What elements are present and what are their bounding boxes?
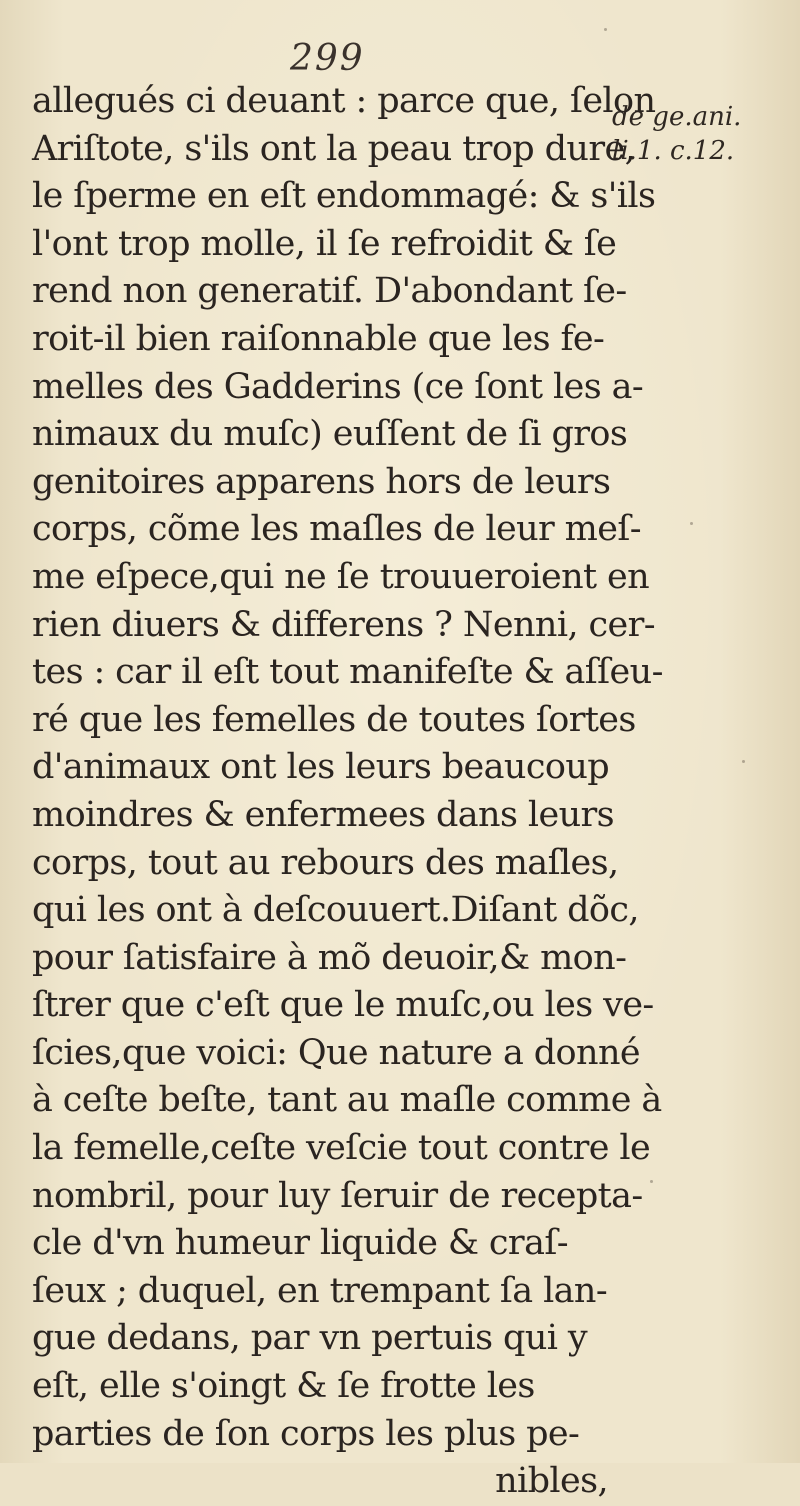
page-number: 299 [290,38,365,79]
text-line: ſeux ; duquel, en trempant ſa lan- [32,1270,608,1311]
text-line: corps, cõme les maſles de leur meſ- [32,509,641,550]
text-line: me eſpece,qui ne ſe trouueroient en [32,556,650,597]
catchword: nibles, [495,1461,608,1502]
text-line: la femelle,ceſte veſcie tout contre le [32,1128,651,1169]
text-line: genitoires apparens hors de leurs [32,461,611,502]
text-line: ſtrer que c'eſt que le muſc,ou les ve- [32,985,654,1026]
text-line: nimaux du muſc) euſſent de ſi gros [32,414,628,455]
text-line: le ſperme en eſt endommagé: & s'ils [32,176,656,217]
text-line: corps, tout au rebours des maſles, [32,842,619,883]
text-line: ré que les femelles de toutes ſortes [32,699,636,740]
text-line: eſt, elle s'oingt & ſe frotte les [32,1366,535,1407]
marginal-note-line: de ge.ani. [612,102,742,132]
text-line: qui les ont à deſcouuert.Diſant dõc, [32,890,639,931]
text-line: Ariſtote, s'ils ont la peau trop dure, [32,128,636,169]
paper-speck [650,1180,653,1183]
marginal-note-line: li.1. c.12. [612,136,735,166]
text-line: gue dedans, par vn pertuis qui y [32,1318,588,1359]
text-line: tes : car il eſt tout manifeſte & aſſeu- [32,652,663,693]
text-line: l'ont trop molle, il ſe refroidit & ſe [32,223,617,264]
text-line: rend non generatif. D'abondant ſe- [32,271,627,312]
text-line: à ceſte beſte, tant au maſle comme à [32,1080,662,1121]
text-line: ſcies,que voici: Que nature a donné [32,1032,641,1073]
paper-speck [604,28,607,31]
text-line: parties de ſon corps les plus pe- [32,1413,580,1454]
text-line: d'animaux ont les leurs beaucoup [32,747,610,788]
text-line: nombril, pour luy ſeruir de recepta- [32,1175,643,1216]
text-line: cle d'vn humeur liquide & craſ- [32,1223,568,1264]
text-line: pour ſatisfaire à mõ deuoir,& mon- [32,937,627,978]
text-line: moindres & enfermees dans leurs [32,794,615,835]
body-text [32,78,663,1506]
text-line: roit-il bien raiſonnable que les fe- [32,318,605,359]
text-line: allegués ci deuant : parce que, ſelon [32,81,656,121]
text-line: melles des Gadderins (ce ſont les a- [32,366,644,407]
text-line: rien diuers & differens ? Nenni, cer- [32,604,655,645]
paper-speck [742,760,745,763]
paper-speck [690,522,693,525]
